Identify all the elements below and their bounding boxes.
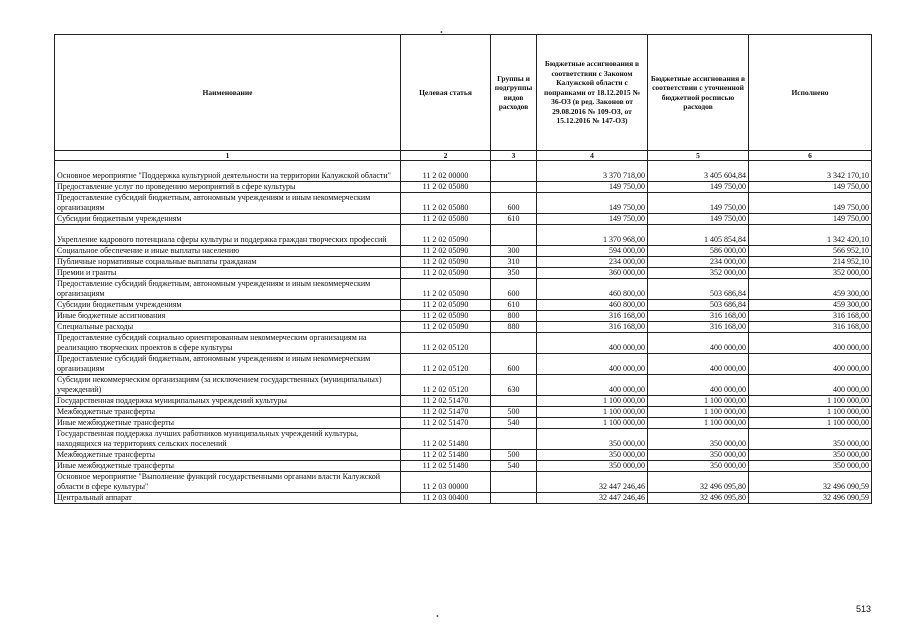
row-target-article: 11 2 02 51470 [401,396,491,407]
table-row [55,461,872,472]
table-row [55,396,872,407]
row-refined-assignment: 316 168,00 [648,322,749,333]
row-law-assignment: 594 000,00 [537,246,648,257]
row-name: Иные бюджетные ассигнования [55,311,401,322]
row-refined-assignment: 1 100 000,00 [648,418,749,429]
row-target-article: 11 2 02 51480 [401,450,491,461]
row-executed: 1 100 000,00 [749,418,872,429]
table-row [55,472,872,493]
row-law-assignment: 32 447 246,46 [537,472,648,493]
row-target-article: 11 2 02 05090 [401,257,491,268]
row-expense-group: 310 [491,257,537,268]
row-expense-group [491,333,537,354]
row-executed: 1 342 420,10 [749,225,872,246]
row-executed: 1 100 000,00 [749,396,872,407]
table-row [55,311,872,322]
row-refined-assignment: 400 000,00 [648,375,749,396]
column-number: 5 [648,151,749,161]
row-law-assignment: 400 000,00 [537,375,648,396]
row-name: Государственная поддержка муниципальных учреждений культуры [55,396,401,407]
column-number: 4 [537,151,648,161]
row-refined-assignment: 1 100 000,00 [648,407,749,418]
row-executed: 316 168,00 [749,311,872,322]
row-name: Предоставление субсидий социально ориентированным некоммерческим организациям на реализацию творческих проектов в сфере культуры [55,333,401,354]
table-row [55,375,872,396]
row-executed: 400 000,00 [749,354,872,375]
table-row [55,268,872,279]
table-row [55,193,872,214]
row-target-article: 11 2 02 51470 [401,407,491,418]
row-target-article: 11 2 02 05090 [401,225,491,246]
table-row [55,300,872,311]
row-target-article: 11 2 03 00000 [401,472,491,493]
row-name: Основное мероприятие "Выполнение функций государственными органами власти Калужской области в сфере культуры" [55,472,401,493]
row-executed: 400 000,00 [749,333,872,354]
table-row [55,257,872,268]
row-refined-assignment: 234 000,00 [648,257,749,268]
row-target-article: 11 2 02 51480 [401,429,491,450]
row-law-assignment: 350 000,00 [537,429,648,450]
row-executed: 214 952,10 [749,257,872,268]
row-refined-assignment: 400 000,00 [648,354,749,375]
row-expense-group [491,161,537,182]
table-row [55,450,872,461]
row-executed: 149 750,00 [749,182,872,193]
row-expense-group: 600 [491,354,537,375]
row-refined-assignment: 1 100 000,00 [648,396,749,407]
page-number: 513 [856,604,872,614]
row-executed: 149 750,00 [749,193,872,214]
header-law-assignments: Бюджетные ассигнования в соответствии с Законом Калужской области с поправками от 18.12.2015 № 36-ОЗ (в ред. Законов от 29.08.2016 № 109-ОЗ, от 15.12.2016 № 147-ОЗ) [537,35,648,151]
row-refined-assignment: 316 168,00 [648,311,749,322]
row-executed: 459 300,00 [749,279,872,300]
row-executed: 32 496 090,59 [749,472,872,493]
table-row [55,429,872,450]
row-name: Предоставление субсидий бюджетным, автономным учреждениям и иным некоммерческим организациям [55,279,401,300]
table-row [55,214,872,225]
row-expense-group: 350 [491,268,537,279]
row-expense-group: 600 [491,279,537,300]
header-executed: Исполнено [749,35,872,151]
row-executed: 352 000,00 [749,268,872,279]
table-row [55,322,872,333]
row-expense-group: 300 [491,246,537,257]
column-number-row [55,151,872,161]
row-refined-assignment: 503 686,84 [648,300,749,311]
scan-mark-bottom: • [436,612,439,621]
row-law-assignment: 1 100 000,00 [537,418,648,429]
row-target-article: 11 2 02 05090 [401,279,491,300]
row-name: Иные межбюджетные трансферты [55,418,401,429]
row-target-article: 11 2 02 05120 [401,354,491,375]
header-refined-assignments: Бюджетные ассигнования в соответствии с уточненной бюджетной росписью расходов [648,35,749,151]
row-refined-assignment: 350 000,00 [648,429,749,450]
scan-mark-top: • [440,28,443,37]
row-target-article: 11 2 02 05120 [401,333,491,354]
row-law-assignment: 149 750,00 [537,193,648,214]
row-expense-group: 880 [491,322,537,333]
table-row [55,279,872,300]
budget-table [54,34,872,504]
row-name: Премии и гранты [55,268,401,279]
row-refined-assignment: 350 000,00 [648,450,749,461]
row-name: Государственная поддержка лучших работников муниципальных учреждений культуры, находящихся на территориях сельских поселений [55,429,401,450]
row-law-assignment: 149 750,00 [537,214,648,225]
row-target-article: 11 2 02 05090 [401,268,491,279]
row-name: Специальные расходы [55,322,401,333]
row-name: Публичные нормативные социальные выплаты гражданам [55,257,401,268]
row-name: Укрепление кадрового потенциала сферы культуры и поддержка граждан творческих профессий [55,225,401,246]
row-refined-assignment: 503 686,84 [648,279,749,300]
row-law-assignment: 316 168,00 [537,311,648,322]
row-refined-assignment: 32 496 095,80 [648,493,749,504]
table-body [55,161,872,504]
row-executed: 1 100 000,00 [749,407,872,418]
row-law-assignment: 360 000,00 [537,268,648,279]
row-refined-assignment: 3 405 604,84 [648,161,749,182]
row-refined-assignment: 149 750,00 [648,193,749,214]
row-expense-group [491,182,537,193]
row-law-assignment: 1 100 000,00 [537,407,648,418]
row-executed: 350 000,00 [749,429,872,450]
row-executed: 32 496 090,59 [749,493,872,504]
row-executed: 400 000,00 [749,375,872,396]
row-refined-assignment: 149 750,00 [648,214,749,225]
table-row [55,246,872,257]
row-refined-assignment: 352 000,00 [648,268,749,279]
row-law-assignment: 460 800,00 [537,300,648,311]
row-expense-group: 630 [491,375,537,396]
row-target-article: 11 2 02 05090 [401,311,491,322]
table-row [55,161,872,182]
column-number: 2 [401,151,491,161]
row-executed: 566 952,10 [749,246,872,257]
column-number: 1 [55,151,401,161]
row-expense-group: 600 [491,193,537,214]
row-expense-group: 540 [491,418,537,429]
row-executed: 3 342 170,10 [749,161,872,182]
row-law-assignment: 400 000,00 [537,333,648,354]
row-target-article: 11 2 02 05120 [401,375,491,396]
row-executed: 149 750,00 [749,214,872,225]
row-law-assignment: 350 000,00 [537,450,648,461]
header-expense-group: Группы и подгруппы видов расходов [491,35,537,151]
row-expense-group [491,429,537,450]
table-row [55,407,872,418]
row-law-assignment: 316 168,00 [537,322,648,333]
row-expense-group: 610 [491,214,537,225]
row-refined-assignment: 400 000,00 [648,333,749,354]
header-name: Наименование [55,35,401,151]
column-number: 6 [749,151,872,161]
table-row [55,493,872,504]
row-name: Межбюджетные трансферты [55,407,401,418]
row-target-article: 11 2 02 05090 [401,322,491,333]
row-executed: 350 000,00 [749,450,872,461]
row-law-assignment: 149 750,00 [537,182,648,193]
row-target-article: 11 2 02 05080 [401,182,491,193]
row-target-article: 11 2 02 51470 [401,418,491,429]
row-refined-assignment: 586 000,00 [648,246,749,257]
row-target-article: 11 2 02 05080 [401,214,491,225]
row-name: Межбюджетные трансферты [55,450,401,461]
row-law-assignment: 460 800,00 [537,279,648,300]
row-expense-group [491,472,537,493]
table-row [55,333,872,354]
row-name: Предоставление субсидий бюджетным, автономным учреждениям и иным некоммерческим организациям [55,354,401,375]
row-target-article: 11 2 03 00400 [401,493,491,504]
row-target-article: 11 2 02 05090 [401,246,491,257]
row-expense-group [491,396,537,407]
row-law-assignment: 234 000,00 [537,257,648,268]
row-executed: 350 000,00 [749,461,872,472]
row-name: Предоставление услуг по проведению мероприятий в сфере культуры [55,182,401,193]
row-executed: 459 300,00 [749,300,872,311]
row-name: Субсидии некоммерческим организациям (за исключением государственных (муниципальных) учреждений) [55,375,401,396]
row-expense-group [491,493,537,504]
row-expense-group: 800 [491,311,537,322]
row-executed: 316 168,00 [749,322,872,333]
row-expense-group: 500 [491,407,537,418]
row-target-article: 11 2 02 05080 [401,193,491,214]
row-name: Субсидии бюджетным учреждениям [55,214,401,225]
row-law-assignment: 1 370 968,00 [537,225,648,246]
row-refined-assignment: 149 750,00 [648,182,749,193]
row-target-article: 11 2 02 05090 [401,300,491,311]
table-row [55,418,872,429]
row-refined-assignment: 32 496 095,80 [648,472,749,493]
row-target-article: 11 2 02 51480 [401,461,491,472]
row-name: Предоставление субсидий бюджетным, автономным учреждениям и иным некоммерческим организациям [55,193,401,214]
row-expense-group: 500 [491,450,537,461]
row-name: Основное мероприятие "Поддержка культурной деятельности на территории Калужской области" [55,161,401,182]
row-expense-group: 610 [491,300,537,311]
row-expense-group [491,225,537,246]
header-target-article: Целевая статья [401,35,491,151]
table-header [55,35,872,161]
row-name: Субсидии бюджетным учреждениям [55,300,401,311]
row-law-assignment: 32 447 246,46 [537,493,648,504]
row-refined-assignment: 1 405 854,84 [648,225,749,246]
row-target-article: 11 2 02 00000 [401,161,491,182]
row-law-assignment: 350 000,00 [537,461,648,472]
table-row [55,225,872,246]
row-name: Иные межбюджетные трансферты [55,461,401,472]
row-name: Центральный аппарат [55,493,401,504]
row-law-assignment: 1 100 000,00 [537,396,648,407]
row-law-assignment: 3 370 718,00 [537,161,648,182]
table-row [55,182,872,193]
row-name: Социальное обеспечение и иные выплаты населению [55,246,401,257]
row-law-assignment: 400 000,00 [537,354,648,375]
row-refined-assignment: 350 000,00 [648,461,749,472]
row-expense-group: 540 [491,461,537,472]
table-row [55,354,872,375]
column-number: 3 [491,151,537,161]
